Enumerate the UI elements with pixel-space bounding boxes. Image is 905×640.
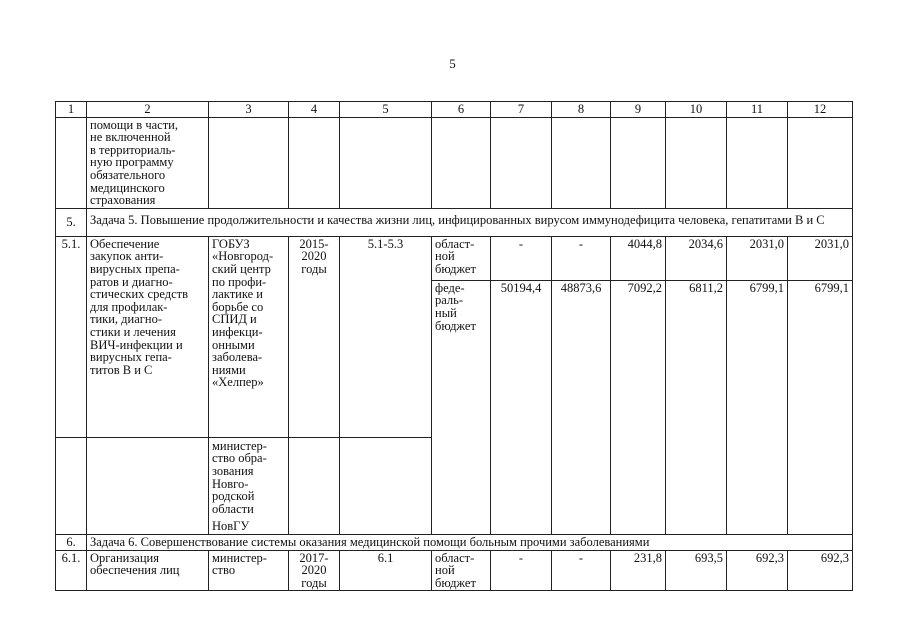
measure-name: Организация обеспечения лиц xyxy=(87,550,209,591)
task-number: 6. xyxy=(56,534,87,550)
header-cell: 1 xyxy=(56,102,87,118)
executor-cell: министер- ство xyxy=(209,550,289,591)
executor-cell: ГОБУЗ «Новгород- ский центр по профи- лактике и борьбе со СПИД и инфекци- онными заболева- ниями «Хелпер» xyxy=(209,236,289,437)
header-cell: 10 xyxy=(666,102,727,118)
header-row xyxy=(56,102,853,118)
value-cell: 2034,6 xyxy=(666,236,727,280)
header-cell: 9 xyxy=(611,102,666,118)
executor-name: НовГУ xyxy=(212,519,250,534)
header-cell: 6 xyxy=(432,102,491,118)
empty-cell xyxy=(340,437,432,534)
empty-cell xyxy=(552,117,611,208)
task-number: 5. xyxy=(56,208,87,236)
page-number: 5 xyxy=(449,56,456,71)
executor-name: министер- ство обра- зования Новго- родской области xyxy=(212,438,267,516)
header-cell: 8 xyxy=(552,102,611,118)
empty-cell xyxy=(289,437,340,534)
measure-row xyxy=(56,236,853,280)
indicator-cell: 6.1 xyxy=(340,550,432,591)
value-cell: 50194,4 xyxy=(491,280,552,534)
header-cell: 7 xyxy=(491,102,552,118)
value-cell: - xyxy=(552,550,611,591)
funding-source: област- ной бюджет xyxy=(432,550,491,591)
program-table xyxy=(55,101,853,591)
header-cell: 11 xyxy=(727,102,788,118)
value-cell: - xyxy=(491,236,552,280)
task-title: Задача 5. Повышение продолжительности и качества жизни лиц, инфицированных вирусом иммунодефицита человека, гепатитами В и С xyxy=(87,208,853,236)
funding-source: област- ной бюджет xyxy=(432,236,491,280)
empty-cell xyxy=(666,117,727,208)
header-cell: 4 xyxy=(289,102,340,118)
empty-cell xyxy=(87,437,209,534)
value-cell: 692,3 xyxy=(727,550,788,591)
measure-row xyxy=(56,550,853,591)
value-cell: 7092,2 xyxy=(611,280,666,534)
measure-number: 6.1. xyxy=(56,550,87,591)
empty-cell xyxy=(56,117,87,208)
continuation-row xyxy=(56,117,853,208)
empty-cell xyxy=(788,117,853,208)
value-cell: - xyxy=(491,550,552,591)
value-cell: 4044,8 xyxy=(611,236,666,280)
value-cell: 231,8 xyxy=(611,550,666,591)
continuation-text: помощи в части, не включенной в территориаль- ную программу обязательного медицинского страхования xyxy=(87,117,209,208)
value-cell: 48873,6 xyxy=(552,280,611,534)
header-cell: 12 xyxy=(788,102,853,118)
empty-cell xyxy=(340,117,432,208)
value-cell: 6811,2 xyxy=(666,280,727,534)
task-row xyxy=(56,534,853,550)
empty-cell xyxy=(209,117,289,208)
period-cell: 2017- 2020 годы xyxy=(289,550,340,591)
header-cell: 5 xyxy=(340,102,432,118)
empty-cell xyxy=(432,117,491,208)
measure-name: Обеспечение закупок анти- вирусных препа- ратов и диагно- стических средств для профилак- тики, диагно- стики и лечения ВИЧ-инфекции и вирусных гепа- титов В и С xyxy=(87,236,209,437)
indicator-cell: 5.1-5.3 xyxy=(340,236,432,437)
value-cell: 2031,0 xyxy=(727,236,788,280)
value-cell: 2031,0 xyxy=(788,236,853,280)
task-row xyxy=(56,208,853,236)
empty-cell xyxy=(56,437,87,534)
period-cell: 2015- 2020 годы xyxy=(289,236,340,437)
value-cell: 6799,1 xyxy=(727,280,788,534)
executor-cell xyxy=(209,437,289,534)
value-cell: 692,3 xyxy=(788,550,853,591)
empty-cell xyxy=(491,117,552,208)
measure-number: 5.1. xyxy=(56,236,87,437)
empty-cell xyxy=(289,117,340,208)
empty-cell xyxy=(611,117,666,208)
header-cell: 3 xyxy=(209,102,289,118)
empty-cell xyxy=(727,117,788,208)
value-cell: 693,5 xyxy=(666,550,727,591)
funding-source: феде- раль- ный бюджет xyxy=(432,280,491,534)
value-cell: 6799,1 xyxy=(788,280,853,534)
header-cell: 2 xyxy=(87,102,209,118)
value-cell: - xyxy=(552,236,611,280)
task-title: Задача 6. Совершенствование системы оказания медицинской помощи больным прочими заболеваниями xyxy=(87,534,853,550)
